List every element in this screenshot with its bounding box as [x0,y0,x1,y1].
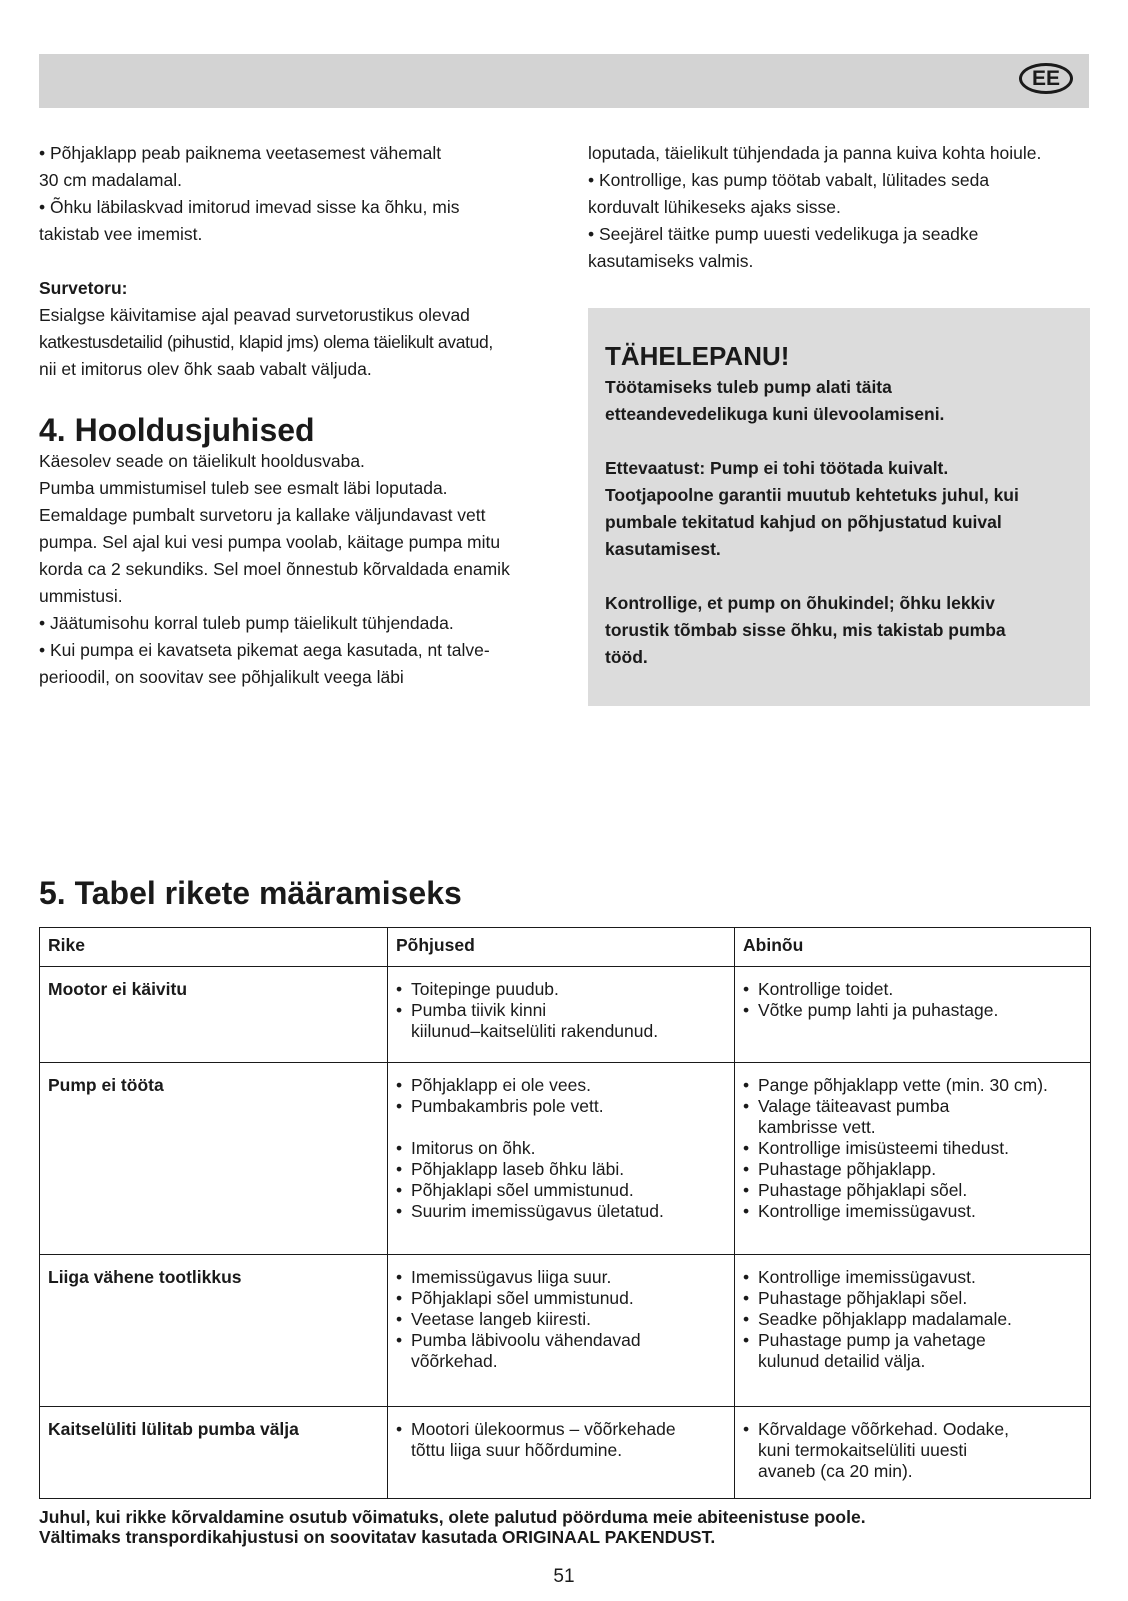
text-line: • Jäätumisohu korral tuleb pump täielikult tühjendada. [39,613,454,633]
list-item: • Põhjaklapi sõel ummistunud. [396,1288,726,1309]
notice-line: Tootjapoolne garantii muutub kehtetuks juhul, kui [605,485,1019,505]
list-item-continuation: kiilunud–kaitselüliti rakendunud. [411,1021,659,1041]
list-item: • Mootori ülekoormus – võõrkehade [396,1419,726,1440]
fault-name: Pump ei tööta [48,1075,164,1095]
table-row [40,1063,1091,1255]
list-item: • Seadke põhjaklapp madalamale. [743,1309,1082,1330]
pressure-pipe-heading: Survetoru: [39,278,128,298]
text-line: Pumba ummistumisel tuleb see esmalt läbi loputada. [39,478,448,498]
notice-title: TÄHELEPANU! [605,341,790,371]
text-line: Käesolev seade on täielikult hooldusvaba. [39,451,365,471]
text-line: • Seejärel täitke pump uuesti vedelikuga ja seadke [588,224,979,244]
table-row [40,967,1091,1063]
right-column [588,140,1100,275]
fault-cell [40,967,388,1063]
list-item: • Põhjaklapp ei ole vees. [396,1075,726,1096]
fault-cell [40,1063,388,1255]
text-line: • Kui pumpa ei kavatseta pikemat aega kasutada, nt talve- [39,640,490,660]
list-item-continuation: avaneb (ca 20 min). [758,1461,913,1481]
list-item: • Pumbakambris pole vett. [396,1096,726,1117]
column-header-fault: Rike [40,928,388,967]
troubleshooting-table-title: 5. Tabel rikete määramiseks [39,875,462,911]
text-line: • Kontrollige, kas pump töötab vabalt, lülitades seda [588,170,990,190]
notice-line: pumbale tekitatud kahjud on põhjustatud kuival [605,512,1002,532]
note-line: Juhul, kui rikke kõrvaldamine osutub võimatuks, olete palutud pöörduma meie abiteenistuse poole. [39,1507,866,1527]
list-item: • Pumba tiivik kinni [396,1000,726,1021]
text-line: • Põhjaklapp peab paiknema veetasemest vähemalt [39,143,442,163]
causes-cell [388,967,735,1063]
list-item: • Kontrollige toidet. [743,979,1082,1000]
list-item-continuation: tõttu liiga suur hõõrdumine. [411,1440,623,1460]
table-header-row [40,928,1091,967]
text-line: loputada, täielikult tühjendada ja panna kuiva kohta hoiule. [588,143,1042,163]
list-item: • Puhastage pump ja vahetage [743,1330,1082,1351]
text-line: Eemaldage pumbalt survetoru ja kallake väljundavast vett [39,505,486,525]
page-number: 51 [553,1566,575,1587]
notice-line: Kontrollige, et pump on õhukindel; õhku lekkiv [605,593,995,613]
list-item: • Kõrvaldage võõrkehad. Oodake, [743,1419,1082,1440]
list-item: • Imemissügavus liiga suur. [396,1267,726,1288]
text-line: katkestusdetailid (pihustid, klapid jms) olema täielikult avatud, [39,332,493,352]
note-line: Vältimaks transpordikahjustusi on soovitatav kasutada ORIGINAAL PAKENDUST. [39,1527,716,1547]
causes-cell [388,1063,735,1255]
notice-line: Töötamiseks tuleb pump alati täita [605,377,892,397]
list-item-continuation: võõrkehad. [411,1351,498,1371]
list-item: • Puhastage põhjaklapi sõel. [743,1180,1082,1201]
text-line: • Õhku läbilaskvad imitorud imevad sisse ka õhku, mis [39,197,460,217]
remedies-cell [735,1255,1091,1407]
notice-line: kasutamisest. [605,539,721,559]
notice-line: tööd. [605,647,648,667]
list-item: • Puhastage põhjaklapp. [743,1159,1082,1180]
text-line: nii et imitorus olev õhk saab vabalt väljuda. [39,359,372,379]
list-item: • Puhastage põhjaklapi sõel. [743,1288,1082,1309]
maintenance-heading: 4. Hooldusjuhised [39,412,315,448]
left-column [39,140,559,691]
remedies-cell [735,1063,1091,1255]
header-bar [39,54,1089,108]
troubleshooting-table [39,927,1091,1499]
list-item: • Põhjaklapp laseb õhku läbi. [396,1159,726,1180]
causes-cell [388,1255,735,1407]
table-row [40,1407,1091,1499]
table-row [40,1255,1091,1407]
text-line: korda ca 2 sekundiks. Sel moel õnnestub kõrvaldada enamik [39,559,510,579]
list-item: • Suurim imemissügavus ületatud. [396,1201,726,1222]
list-item: • Veetase langeb kiiresti. [396,1309,726,1330]
list-item-continuation: kambrisse vett. [758,1117,876,1137]
text-line: takistab vee imemist. [39,224,203,244]
notice-line: Ettevaatust: Pump ei tohi töötada kuivalt. [605,458,949,478]
text-line: Esialgse käivitamise ajal peavad survetorustikus olevad [39,305,470,325]
service-note [39,1507,1099,1547]
fault-name: Kaitselüliti lülitab pumba välja [48,1419,299,1439]
fault-name: Mootor ei käivitu [48,979,188,999]
column-header-remedies: Abinõu [735,928,1091,967]
list-item: • Imitorus on õhk. [396,1138,726,1159]
text-line: 30 cm madalamal. [39,170,182,190]
list-item: • Pumba läbivoolu vähendavad [396,1330,726,1351]
list-item: • Kontrollige imemissügavust. [743,1201,1082,1222]
text-line: pumpa. Sel ajal kui vesi pumpa voolab, käitage pumpa mitu [39,532,501,552]
list-item: • Võtke pump lahti ja puhastage. [743,1000,1082,1021]
language-badge: EE [1019,63,1073,94]
text-line: perioodil, on soovitav see põhjalikult veega läbi [39,667,404,687]
list-item: • Kontrollige imisüsteemi tihedust. [743,1138,1082,1159]
column-header-causes: Põhjused [388,928,735,967]
warning-notice-box [588,308,1090,706]
list-item: • Pange põhjaklapp vette (min. 30 cm). [743,1075,1082,1096]
list-item-continuation: kulunud detailid välja. [758,1351,926,1371]
list-item: • Põhjaklapi sõel ummistunud. [396,1180,726,1201]
remedies-cell [735,1407,1091,1499]
causes-cell [388,1407,735,1499]
notice-line: torustik tõmbab sisse õhku, mis takistab pumba [605,620,1006,640]
text-line: ummistusi. [39,586,123,606]
text-line: kasutamiseks valmis. [588,251,754,271]
list-spacer [396,1117,726,1138]
fault-cell [40,1407,388,1499]
fault-name: Liiga vähene tootlikkus [48,1267,242,1287]
text-line: korduvalt lühikeseks ajaks sisse. [588,197,841,217]
notice-line: etteandevedelikuga kuni ülevoolamiseni. [605,404,945,424]
fault-cell [40,1255,388,1407]
remedies-cell [735,967,1091,1063]
list-item: • Toitepinge puudub. [396,979,726,1000]
list-item: • Valage täiteavast pumba [743,1096,1082,1117]
list-item-continuation: kuni termokaitselüliti uuesti [758,1440,968,1460]
list-item: • Kontrollige imemissügavust. [743,1267,1082,1288]
